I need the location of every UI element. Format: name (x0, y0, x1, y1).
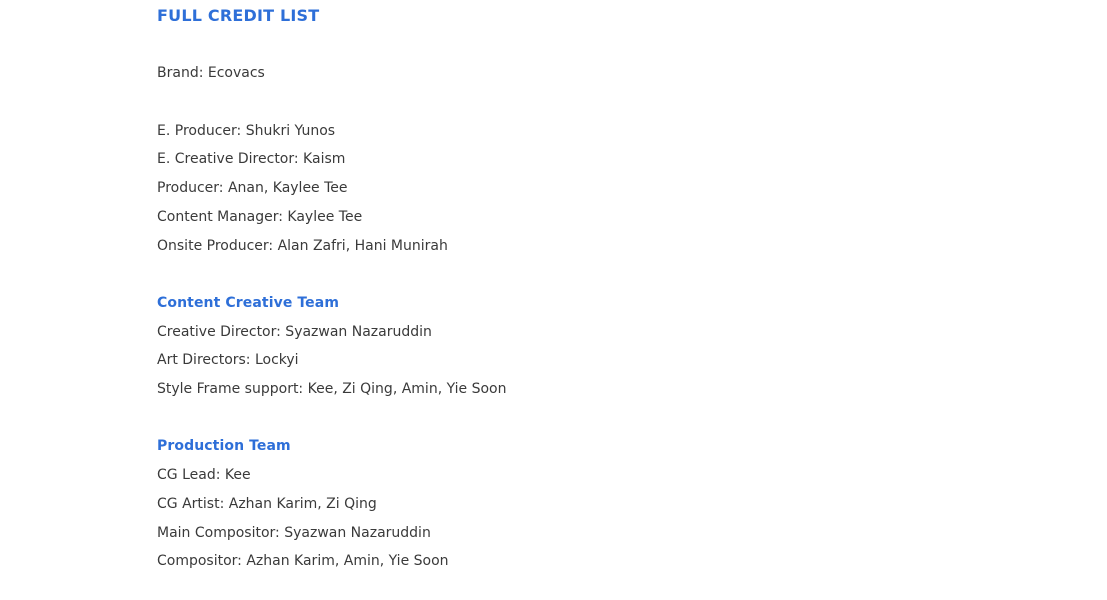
section-content-creative-team (157, 289, 957, 404)
credit-list-document (157, 2, 957, 576)
credit-line-cg-lead: CG Lead: Kee (157, 467, 251, 484)
section-executive (157, 117, 957, 261)
credit-line-style-frame-support: Style Frame support: Kee, Zi Qing, Amin, Yie Soon (157, 381, 507, 398)
credit-line-e-producer: E. Producer: Shukri Yunos (157, 122, 336, 139)
section-production-team (157, 432, 957, 576)
credit-line-compositor: Compositor: Azhan Karim, Amin, Yie Soon (157, 553, 449, 570)
page-title: FULL CREDIT LIST (157, 6, 320, 25)
credit-line-creative-director: Creative Director: Syazwan Nazaruddin (157, 323, 432, 340)
credit-line-content-manager: Content Manager: Kaylee Tee (157, 208, 363, 225)
credit-line-onsite-producer: Onsite Producer: Alan Zafri, Hani Munirah (157, 237, 448, 254)
section-brand (157, 59, 957, 88)
credit-line-cg-artist: CG Artist: Azhan Karim, Zi Qing (157, 495, 377, 512)
credit-line-e-creative-director: E. Creative Director: Kaism (157, 151, 346, 168)
section-heading-content-creative-team: Content Creative Team (157, 294, 340, 311)
section-heading-production-team: Production Team (157, 438, 291, 455)
credit-line-main-compositor: Main Compositor: Syazwan Nazaruddin (157, 524, 431, 541)
credit-line-brand: Brand: Ecovacs (157, 65, 265, 82)
credit-line-producer: Producer: Anan, Kaylee Tee (157, 180, 348, 197)
credit-line-art-directors: Art Directors: Lockyi (157, 352, 299, 369)
